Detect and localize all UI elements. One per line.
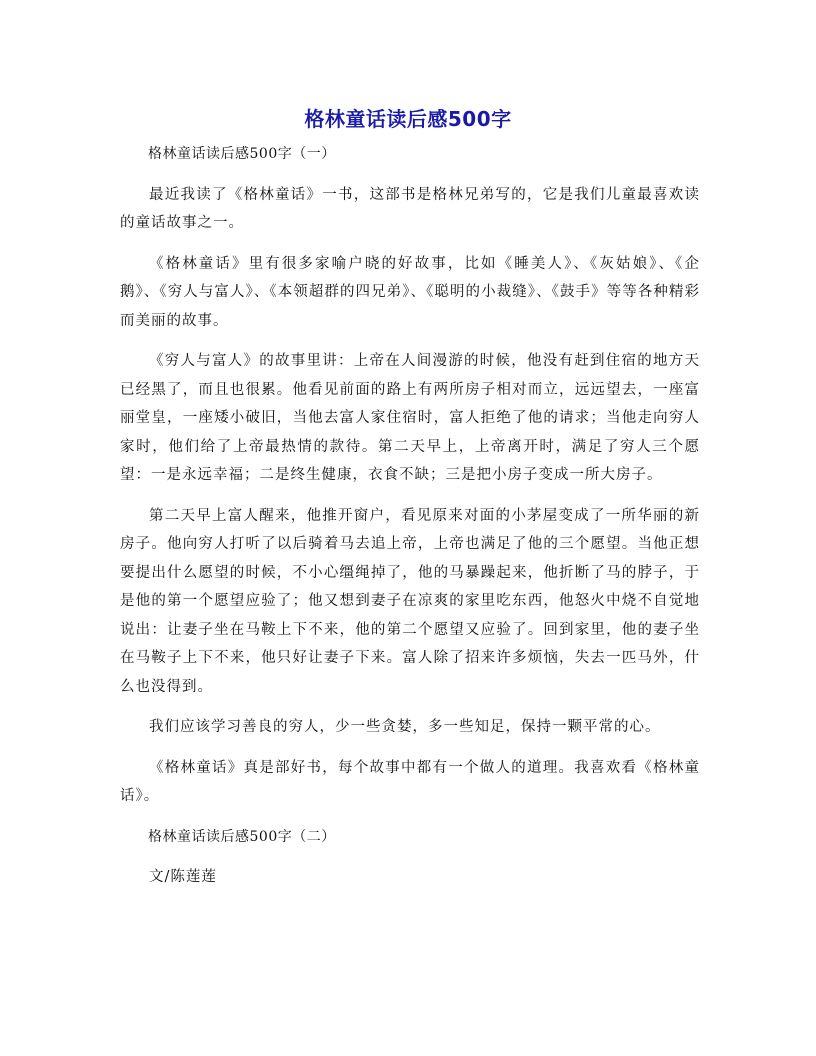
document-title: 格林童话读后感500字 xyxy=(304,107,512,131)
section-heading-2: 格林童话读后感500字（二） xyxy=(148,828,336,845)
author-line: 文/陈莲莲 xyxy=(149,869,217,885)
paragraph: 最近我读了《格林童话》一书，这部书是格林兄弟写的，它是我们儿童最喜欢读的童话故事之一。 xyxy=(120,186,700,231)
paragraph: 《格林童话》真是部好书，每个故事中都有一个做人的道理。我喜欢看《格林童话》。 xyxy=(120,759,700,804)
paragraph: 第二天早上富人醒来，他推开窗户，看见原来对面的小茅屋变成了一所华丽的新房子。他向穷人打听了以后骑着马去追上帝，上帝也满足了他的三个愿望。当他正想要提出什么愿望的时候，不小心缰绳掉了，他的马暴躁起来，他折断了马的脖子，于是他的第一个愿望应验了；他又想到妻子在凉爽的家里吃东西，他怒火中烧不自觉地说出：让妻子坐在马鞍上下不来，他的第二个愿望又应验了。回到家里，他的妻子坐在马鞍子上下不来，他只好让妻子下来。富人除了招来许多烦恼，失去一匹马外，什么也没得到。 xyxy=(120,507,700,695)
paragraph: 我们应该学习善良的穷人，少一些贪婪，多一些知足，保持一颗平常的心。 xyxy=(149,719,661,735)
paragraph: 《穷人与富人》的故事里讲：上帝在人间漫游的时候，他没有赶到住宿的地方天已经黑了，而且也很累。他看见前面的路上有两所房子相对而立，远远望去，一座富丽堂皇，一座矮小破旧，当他去富人家住宿时，富人拒绝了他的请求；当他走向穷人家时，他们给了上帝最热情的款待。第二天早上，上帝离开时，满足了穷人三个愿望：一是永远幸福；二是终生健康，衣食不缺；三是把小房子变成一所大房子。 xyxy=(120,353,700,483)
section-heading-1: 格林童话读后感500字（一） xyxy=(148,146,336,162)
paragraph: 《格林童话》里有很多家喻户晓的好故事，比如《睡美人》、《灰姑娘》、《企鹅》、《穷人与富人》、《本领超群的四兄弟》、《聪明的小裁缝》、《鼓手》等等各种精彩而美丽的故事。 xyxy=(120,255,700,329)
document-body xyxy=(120,140,700,904)
